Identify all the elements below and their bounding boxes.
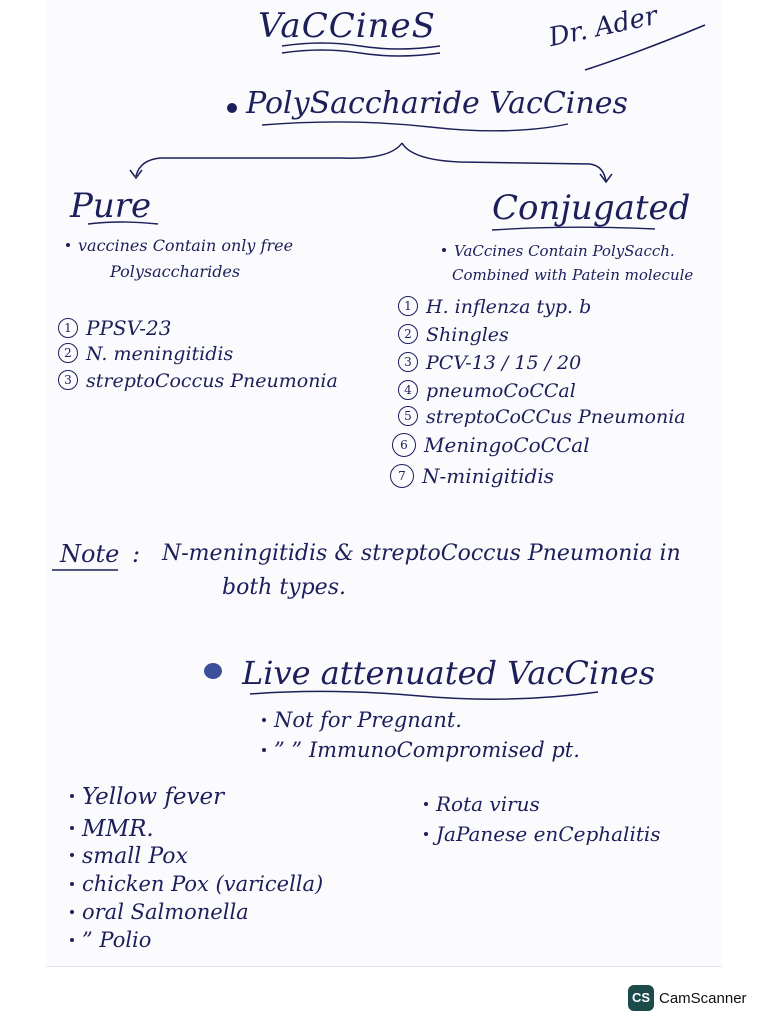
circled-number-icon: 2: [58, 343, 78, 363]
live-vaccine-item: [70, 784, 224, 810]
list-item-text: Shingles: [426, 324, 509, 346]
live-vaccine-item: [70, 928, 151, 952]
conjugated-list-item: [398, 324, 509, 346]
note-label: Note: [60, 540, 120, 568]
circled-number-icon: 4: [398, 380, 418, 400]
circled-number-icon: 1: [58, 318, 78, 338]
author-signature: Dr. Ader: [546, 0, 661, 54]
circled-number-icon: 3: [398, 352, 418, 372]
list-item-text: PPSV-23: [86, 316, 172, 340]
pure-description-line2: Polysaccharides: [110, 262, 241, 281]
pure-list-item: [58, 370, 338, 392]
conjugated-list-item: [398, 406, 686, 428]
vaccine-name: Rota virus: [436, 792, 540, 816]
circled-number-icon: 2: [398, 324, 418, 344]
conjugated-description-line2: Combined with Patein molecule: [452, 266, 694, 284]
list-item-text: pneumoCoCCal: [426, 380, 576, 402]
bullet-icon: [262, 748, 266, 752]
camscanner-watermark: CamScanner: [659, 990, 747, 1007]
bullet-icon: [70, 938, 74, 942]
conjugated-list-item: [390, 464, 554, 490]
bullet-icon: [70, 794, 74, 798]
live-vaccine-item: [424, 822, 661, 846]
live-vaccine-item: [70, 900, 249, 924]
conjugated-list-item: [398, 352, 581, 374]
pure-heading: Pure: [70, 186, 152, 226]
page-title: VaCCineS: [258, 6, 436, 46]
list-item-text: H. inflenza typ. b: [426, 296, 592, 318]
conjugated-list-item: [398, 380, 576, 402]
vaccine-name: MMR.: [82, 816, 154, 842]
bullet-icon: [70, 910, 74, 914]
section-heading-live: Live attenuated VacCines: [242, 654, 656, 692]
circled-number-icon: 1: [398, 296, 418, 316]
pure-description-text: vaccines Contain only free: [78, 236, 294, 255]
warning-text: ” ” ImmunoCompromised pt.: [274, 738, 580, 762]
vaccine-name: JaPanese enCephalitis: [436, 822, 661, 846]
section-heading-polysaccharide: PolySaccharide VacCines: [246, 86, 628, 121]
warning-text: Not for Pregnant.: [274, 708, 462, 732]
live-vaccine-item: [70, 816, 154, 842]
bullet-icon: [70, 826, 74, 830]
live-warning: [262, 738, 580, 762]
bullet-icon: [66, 243, 70, 247]
live-warning: [262, 708, 462, 732]
circled-number-icon: 7: [390, 464, 414, 488]
conjugated-description-text: VaCcines Contain PolySacch.: [454, 242, 675, 260]
list-item-text: streptoCoCCus Pneumonia: [426, 406, 686, 428]
conjugated-list-item: [398, 296, 591, 318]
bullet-icon: [424, 802, 428, 806]
list-item-text: N-minigitidis: [422, 464, 554, 488]
bullet-icon: [424, 832, 428, 836]
camscanner-logo-icon: CS: [628, 985, 654, 1011]
vaccine-name: small Pox: [82, 844, 188, 869]
circled-number-icon: 3: [58, 370, 78, 390]
pure-list-item: [58, 343, 233, 365]
conjugated-description-line1: [442, 242, 675, 260]
bullet-icon: [262, 718, 266, 722]
pure-list-item: [58, 316, 171, 340]
note-colon: :: [132, 540, 141, 568]
circled-number-icon: 5: [398, 406, 418, 426]
bullet-icon: [70, 853, 74, 857]
live-vaccine-item: [70, 872, 323, 896]
vaccine-name: Yellow fever: [82, 784, 225, 810]
note-line1: N-meningitidis & streptoCoccus Pneumonia in: [162, 541, 681, 566]
list-item-text: PCV-13 / 15 / 20: [426, 352, 582, 374]
circled-number-icon: 6: [392, 433, 416, 457]
vaccine-name: oral Salmonella: [82, 900, 249, 924]
conjugated-list-item: [392, 433, 590, 459]
bullet-icon: [70, 882, 74, 886]
vaccine-name: chicken Pox (varicella): [82, 872, 324, 896]
live-vaccine-item: [424, 792, 540, 816]
list-item-text: MeningoCoCCal: [424, 433, 590, 457]
list-item-text: N. meningitidis: [86, 343, 234, 365]
note-line2: both types.: [222, 575, 346, 600]
pure-description-line1: [66, 236, 293, 255]
conjugated-heading: Conjugated: [492, 188, 691, 228]
vaccine-name: ” Polio: [82, 928, 152, 952]
live-vaccine-item: [70, 844, 188, 869]
list-item-text: streptoCoccus Pneumonia: [86, 370, 338, 392]
bullet-icon: [442, 248, 446, 252]
